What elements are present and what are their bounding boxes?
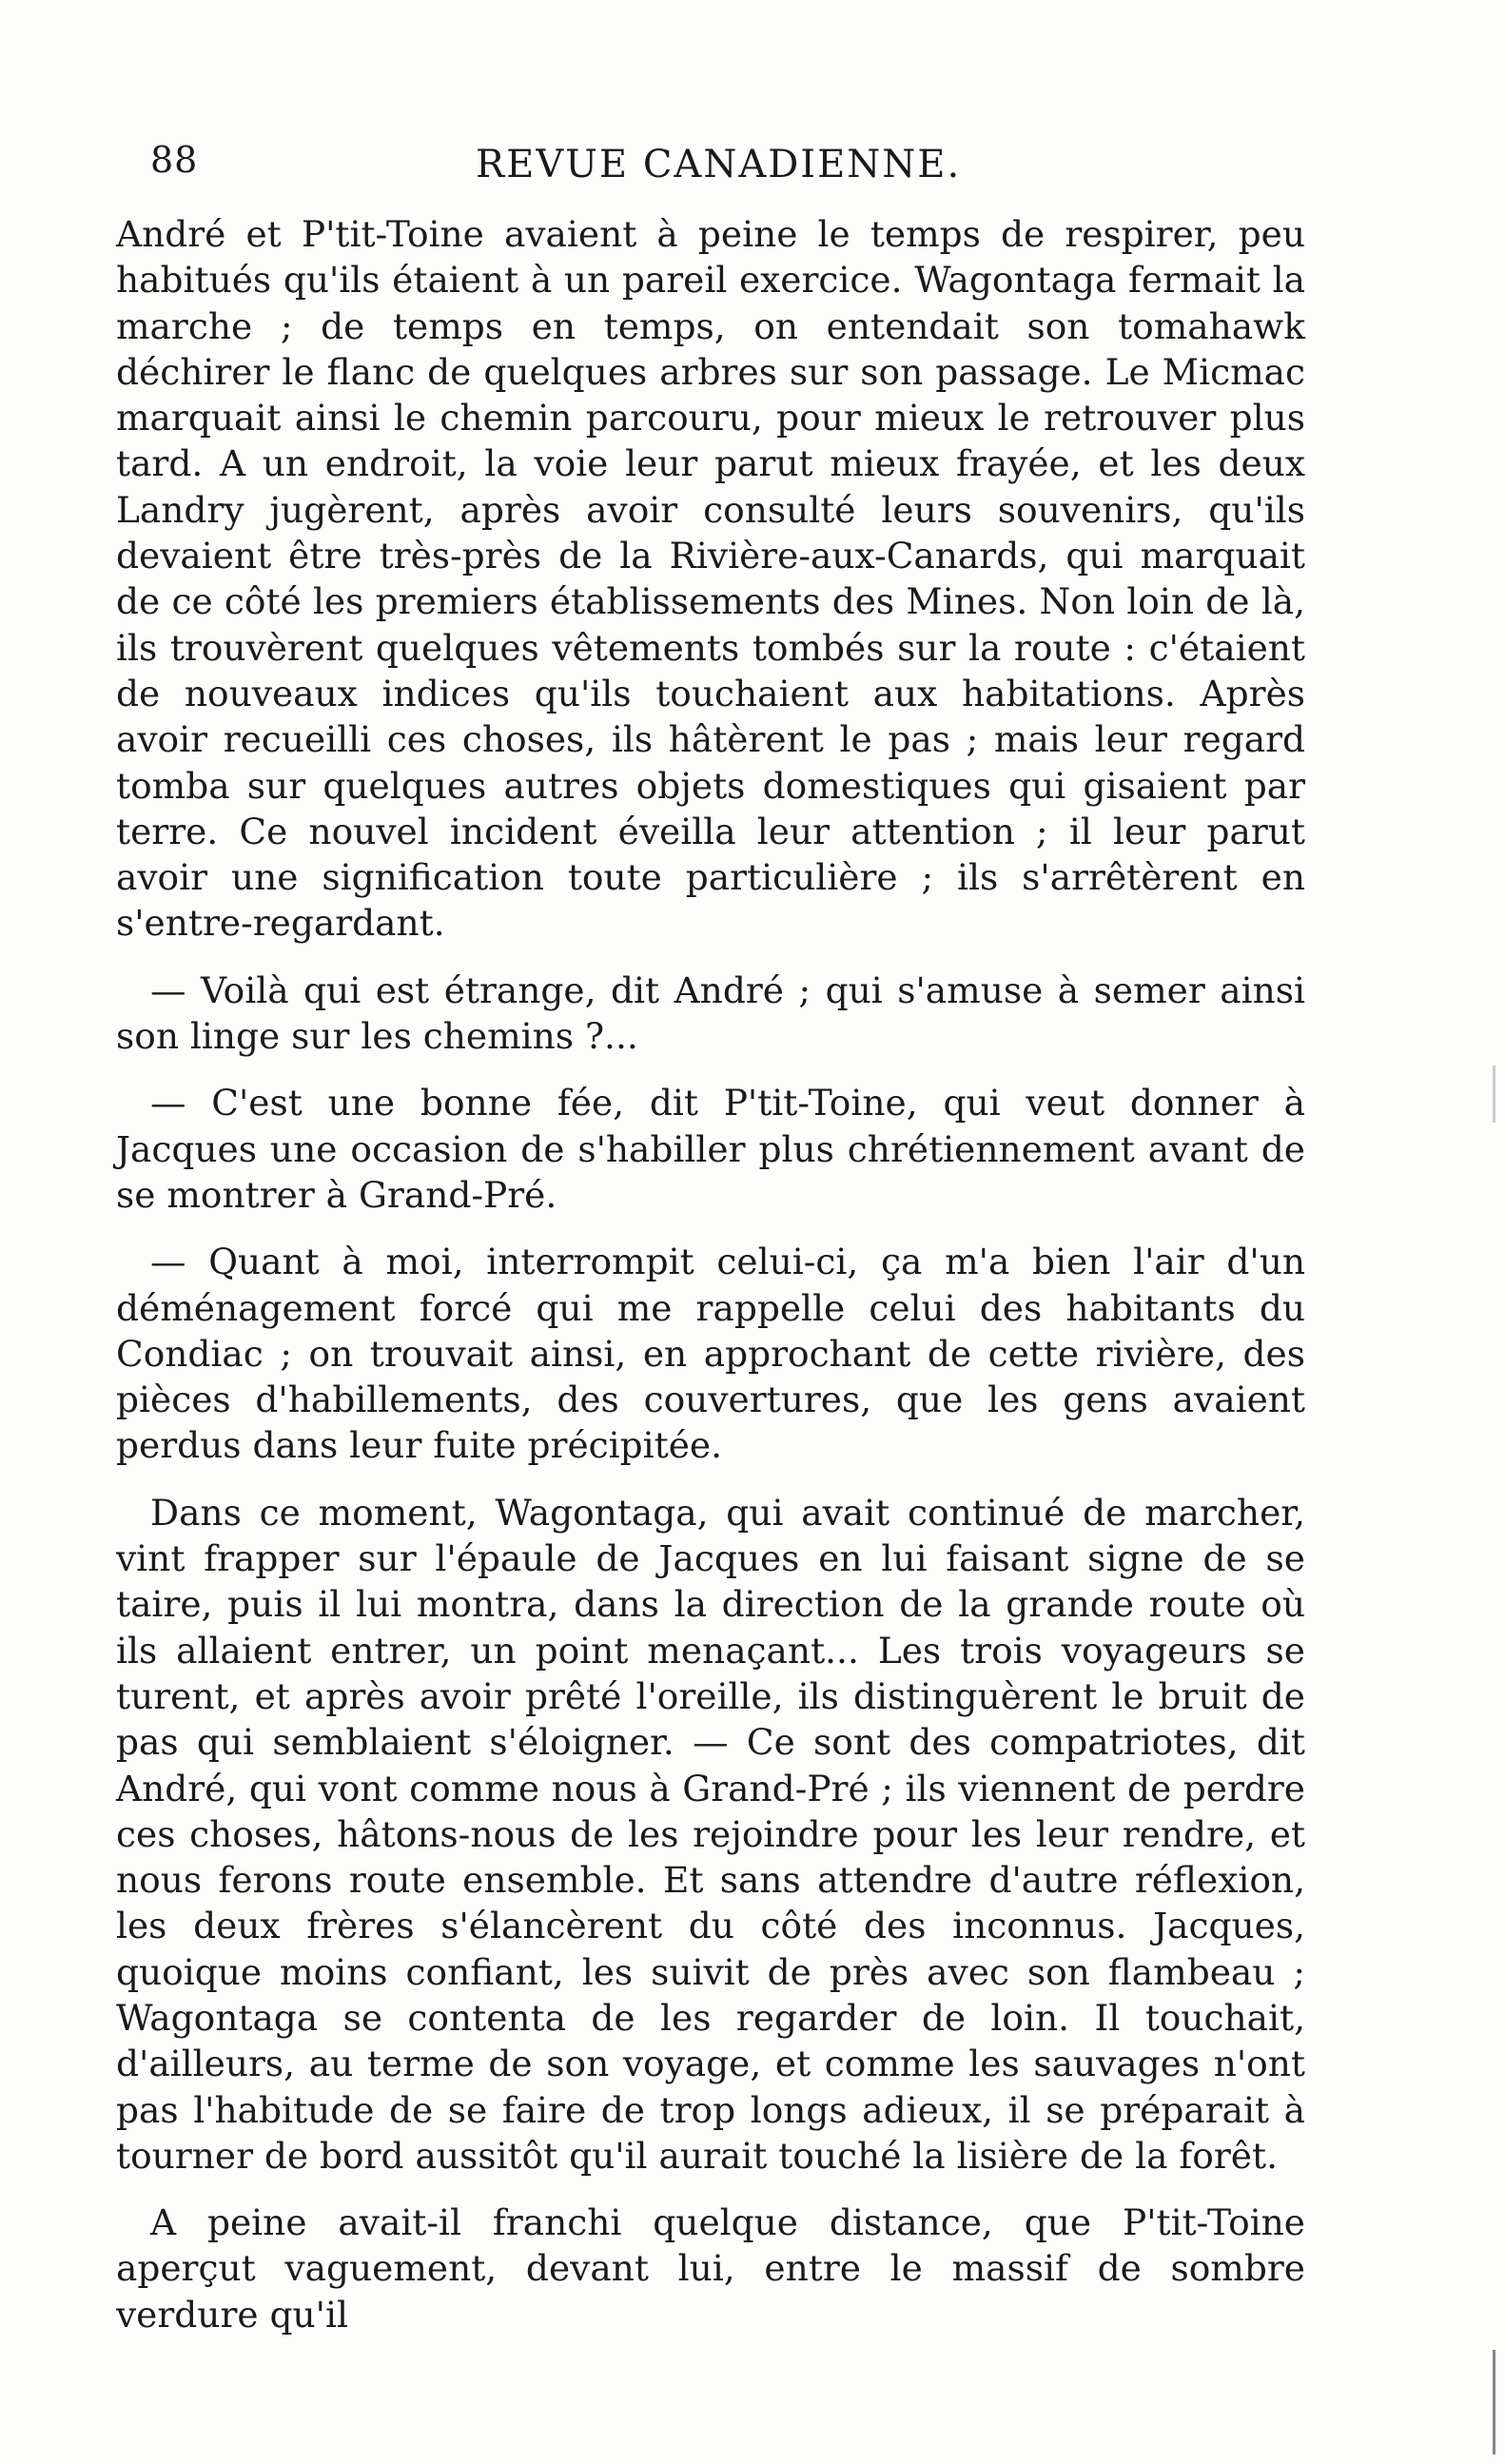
body-text <box>116 211 1305 2358</box>
paragraph: — Quant à moi, interrompit celui-ci, ça m'a bien l'air d'un déménagement forcé qui me rappelle celui des habitants du Condiac ; on trouvait ainsi, en approchant de cette rivière, des pièces d'habillements, des couvertures, que les gens avaient perdus dans leur fuite précipitée. <box>116 1241 1305 1467</box>
paragraph: A peine avait-il franchi quelque distance, que P'tit-Toine aperçut vaguement, devant lui, entre le massif de sombre verdure qu'il <box>116 2201 1305 2336</box>
paragraph: — Voilà qui est étrange, dit André ; qui s'amuse à semer ainsi son linge sur les chemins ?... <box>116 968 1305 1058</box>
running-head <box>143 133 1313 190</box>
paragraph: André et P'tit-Toine avaient à peine le temps de respirer, peu habitués qu'ils étaient à un pareil exercice. Wagontaga fermait la marche ; de temps en temps, on entendait son tomahawk déchirer le flanc de quelques arbres sur son passage. Le Micmac marquait ainsi le chemin parcouru, pour mieux le retrouver plus tard. A un endroit, la voie leur parut mieux frayée, et les deux Landry jugèrent, après avoir consulté leurs souvenirs, qu'ils devaient être très-près de la Rivière-aux-Canards, qui marquait de ce côté les premiers établissements des Mines. Non loin de là, ils trouvèrent quelques vêtements tombés sur la route : c'étaient de nouveaux indices qu'ils touchaient aux habitations. Après avoir recueilli ces choses, ils hâtèrent le pas ; mais leur regard tomba sur quelques autres objets domestiques qui gisaient par terre. Ce nouvel incident éveilla leur attention ; il leur parut avoir une signification toute particulière ; ils s'arrêtèrent en s'entre-regardant. <box>116 213 1305 945</box>
page-number: 88 <box>150 139 199 181</box>
paragraph: Dans ce moment, Wagontaga, qui avait continué de marcher, vint frapper sur l'épaule de Jacques en lui faisant signe de se taire, puis il lui montra, dans la direction de la grande route où ils allaient entrer, un point menaçant... Les trois voyageurs se turent, et après avoir prêté l'oreille, ils distinguèrent le bruit de pas qui semblaient s'éloigner. — Ce sont des compatriotes, dit André, qui vont comme nous à Grand-Pré ; ils viennent de perdre ces choses, hâtons-nous de les rejoindre pour les leur rendre, et nous ferons route ensemble. Et sans attendre d'autre réflexion, les deux frères s'élancèrent du côté des inconnus. Jacques, quoique moins confiant, les suivit de près avec son flambeau ; Wagontaga se contenta de les regarder de loin. Il touchait, d'ailleurs, au terme de son voyage, et comme les sauvages n'ont pas l'habitude de se faire de trop longs adieux, il se préparait à tourner de bord aussitôt qu'il aurait touché la lisière de la forêt. <box>116 1491 1305 2177</box>
scan-edge-mark <box>1493 1066 1495 1123</box>
paragraph: — C'est une bonne fée, dit P'tit-Toine, qui veut donner à Jacques une occasion de s'habiller plus chrétiennement avant de se montrer à Grand-Pré. <box>116 1082 1305 1216</box>
journal-title: REVUE CANADIENNE. <box>476 143 962 186</box>
scan-edge-mark <box>1493 2350 1495 2454</box>
